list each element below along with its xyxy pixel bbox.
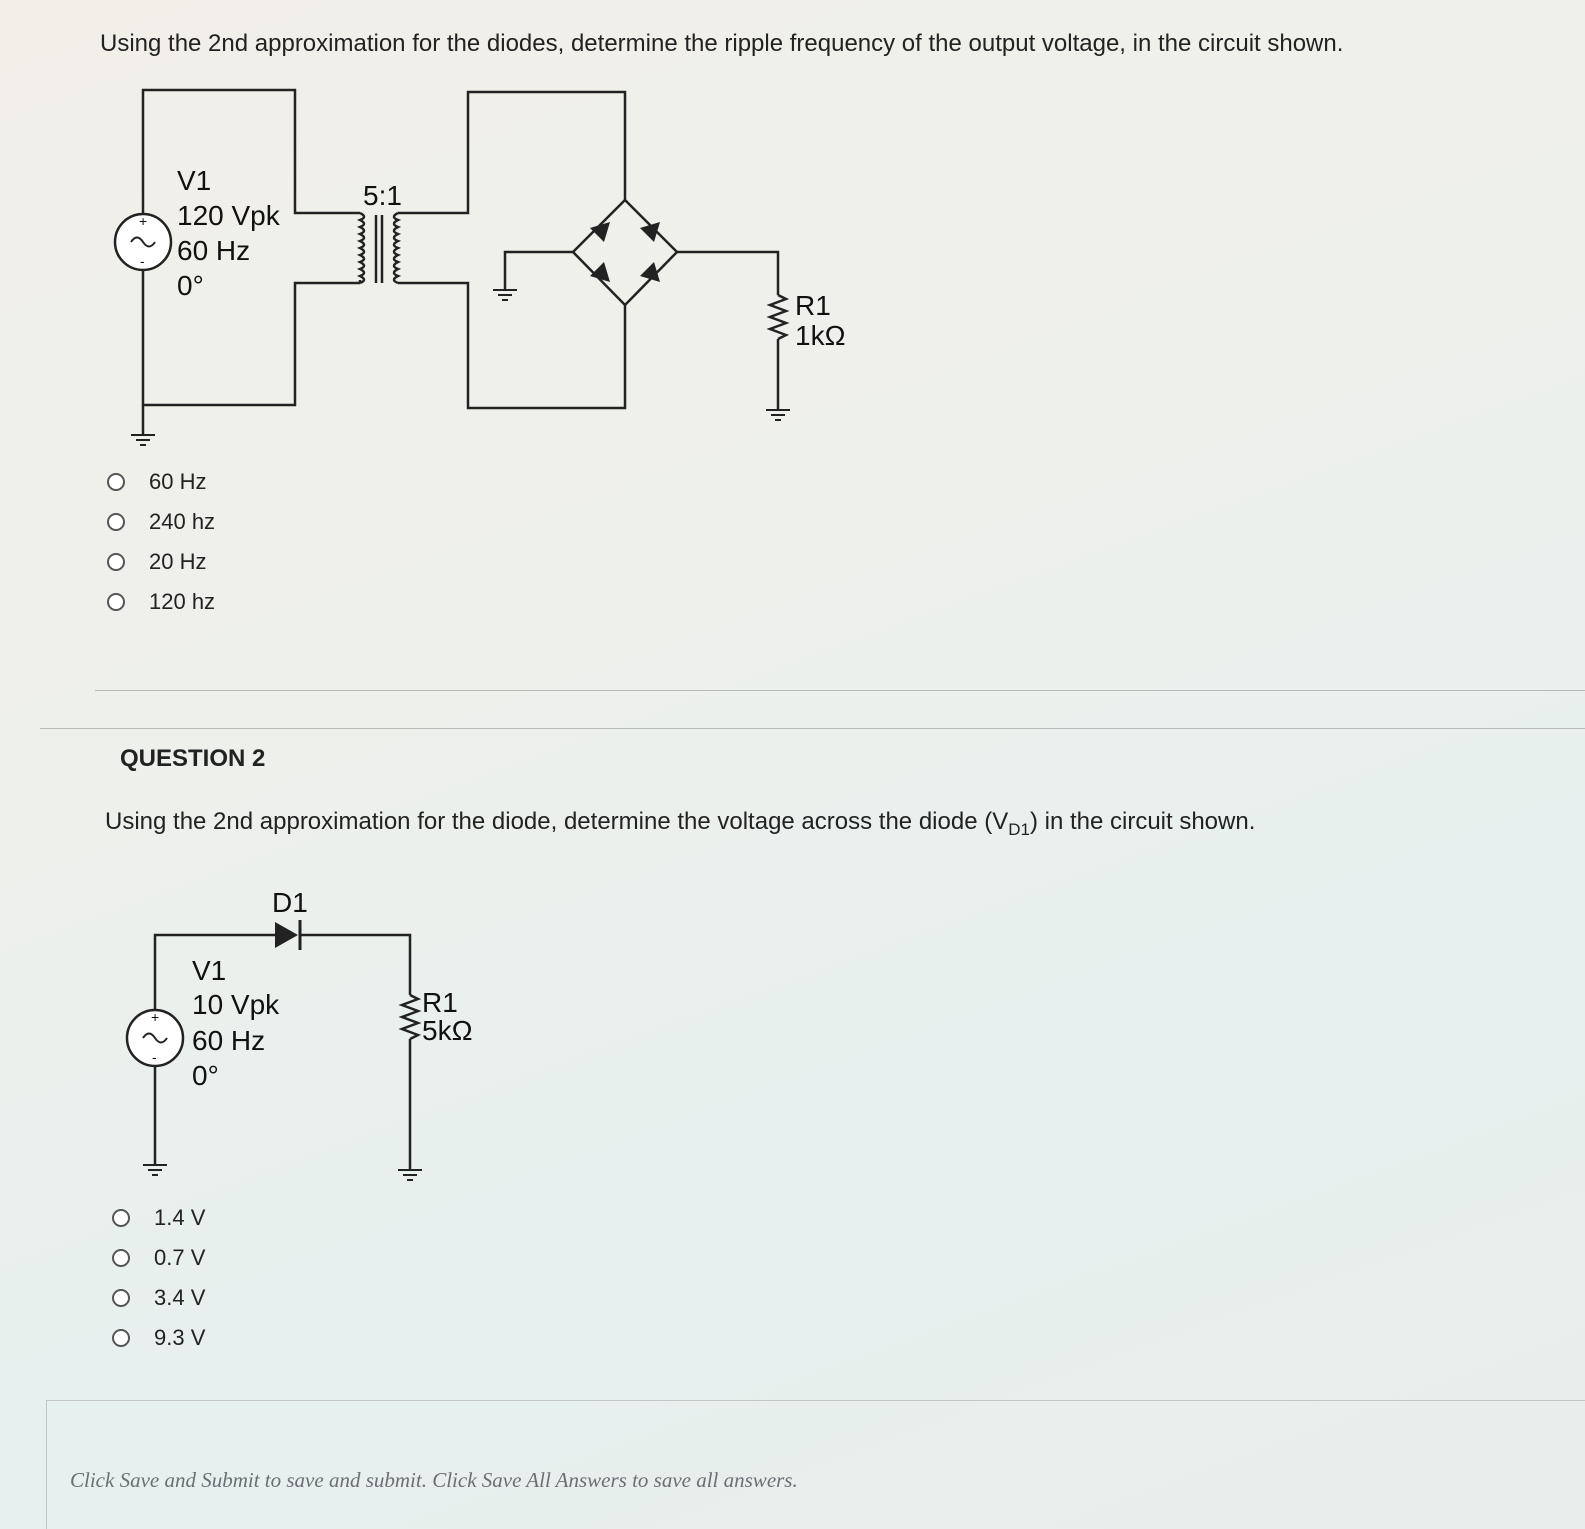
svg-text:-: - xyxy=(140,253,145,269)
q2-source-phase: 0° xyxy=(192,1060,219,1091)
radio-button[interactable] xyxy=(112,1209,130,1227)
radio-button[interactable] xyxy=(112,1249,130,1267)
q2-source-name: V1 xyxy=(192,955,227,986)
q1-option-c[interactable]: 20 Hz xyxy=(107,542,215,582)
q2-source-amplitude: 10 Vpk xyxy=(192,989,280,1020)
question2-text: Using the 2nd approximation for the diode, determine the voltage across the diode $(V_{D1})$ in the circuit shown. xyxy=(105,808,1256,839)
q1-source-amplitude: 120 Vpk xyxy=(177,200,280,231)
question1-text: Using the 2nd approximation for the diodes, determine the ripple frequency of the output voltage, in the circuit shown. xyxy=(100,30,1344,57)
q2-option-a[interactable]: 1.4 V xyxy=(112,1198,205,1238)
radio-button[interactable] xyxy=(112,1329,130,1347)
q1-transformer-ratio: 5:1 xyxy=(363,180,402,211)
svg-text:+: + xyxy=(151,1009,160,1025)
q2-option-c[interactable]: 3.4 V xyxy=(112,1278,205,1318)
q2-source-frequency: 60 Hz xyxy=(192,1025,266,1056)
q1-resistor-name: R1 xyxy=(795,290,831,321)
footer-panel xyxy=(46,1400,1585,1529)
q1-option-b[interactable]: 240 hz xyxy=(107,502,215,542)
question1-options xyxy=(107,462,215,622)
question-divider xyxy=(95,690,1585,691)
radio-button[interactable] xyxy=(107,593,125,611)
question2-options xyxy=(112,1198,205,1358)
q1-source-frequency: 60 Hz xyxy=(177,235,251,266)
question2-heading: QUESTION 2 xyxy=(120,745,266,772)
footer-instructions: Click Save and Submit to save and submit. Click Save All Answers to save all answers. xyxy=(70,1468,798,1492)
q2-diode-name: D1 xyxy=(272,887,308,918)
question1-circuit xyxy=(95,80,885,460)
q1-source-name: V1 xyxy=(177,165,212,196)
q2-option-d[interactable]: 9.3 V xyxy=(112,1318,205,1358)
radio-button[interactable] xyxy=(107,513,125,531)
question-divider xyxy=(40,728,1585,729)
q2-resistor-name: R1 xyxy=(422,987,458,1018)
svg-text:-: - xyxy=(152,1049,157,1065)
q1-resistor-value: 1kΩ xyxy=(795,320,846,351)
radio-button[interactable] xyxy=(107,553,125,571)
q1-option-a[interactable]: 60 Hz xyxy=(107,462,215,502)
radio-button[interactable] xyxy=(107,473,125,491)
radio-button[interactable] xyxy=(112,1289,130,1307)
svg-text:+: + xyxy=(139,213,148,229)
q1-source-phase: 0° xyxy=(177,270,204,301)
q2-resistor-value: 5kΩ xyxy=(422,1015,473,1046)
q2-option-b[interactable]: 0.7 V xyxy=(112,1238,205,1278)
q1-option-d[interactable]: 120 hz xyxy=(107,582,215,622)
question2-circuit xyxy=(110,880,510,1190)
